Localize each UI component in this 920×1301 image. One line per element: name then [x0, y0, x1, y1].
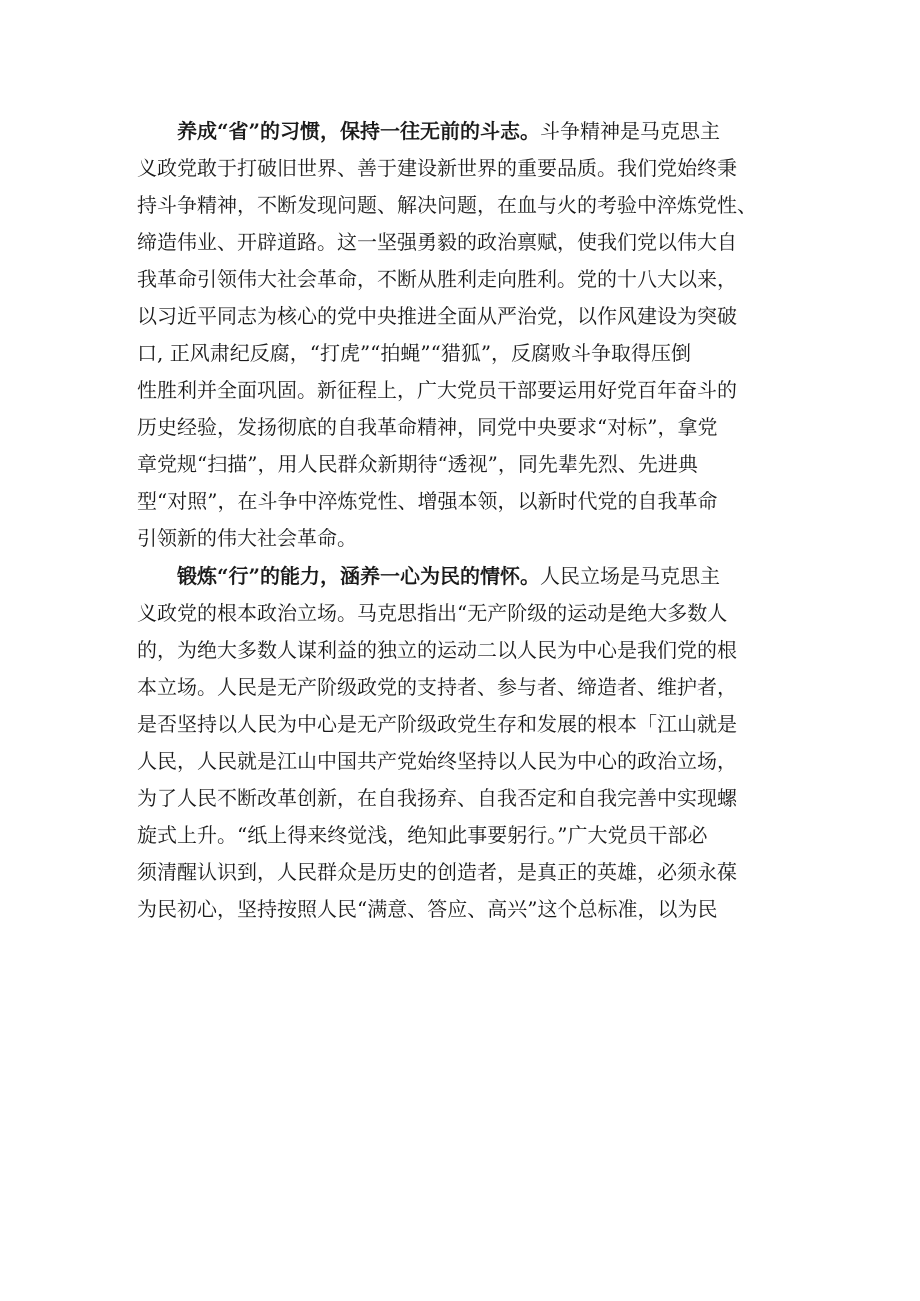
paragraph-heading: 养成“省”的习惯，保持一往无前的斗志。 [177, 119, 541, 143]
paragraph-line [177, 116, 720, 146]
paragraph-heading: 锻炼“行”的能力，涵养一心为民的情怀。 [177, 564, 541, 588]
paragraph-line: 旋式上升。“纸上得来终觉浅，绝知此事要躬行。”广大党员干部必 [137, 823, 708, 847]
paragraph-line: 持斗争精神，不断发现问题、解决问题，在血与火的考验中淬炼党性、 [137, 193, 757, 217]
paragraph-line: 须清醒认识到，人民群众是历史的创造者，是真正的英雄，必须永葆 [137, 860, 737, 884]
paragraph-line: 为民初心，坚持按照人民“满意、答应、高兴”这个总标准，以为民 [137, 897, 718, 921]
paragraph-line: 性胜利并全面巩固。新征程上，广大党员干部要运用好党百年奋斗的 [137, 378, 737, 402]
paragraph-line: 人民，人民就是江山中国共产党始终坚持以人民为中心的政治立场， [137, 749, 737, 773]
paragraph-line: 引领新的伟大社会革命。 [137, 526, 357, 550]
paragraph-line: 口, 正风肃纪反腐，“打虎”“拍蝇”“猎狐”，反腐败斗争取得压倒 [137, 341, 692, 365]
paragraph-line: 是否坚持以人民为中心是无产阶级政党生存和发展的根本「江山就是 [137, 712, 737, 736]
paragraph-line: 义政党的根本政治立场。马克思指出“无产阶级的运动是绝大多数人 [137, 601, 728, 625]
paragraph-line: 历史经验，发扬彻底的自我革命精神，同党中央要求“对标”，拿党 [137, 415, 718, 439]
paragraph-line: 缔造伟业、开辟道路。这一坚强勇毅的政治禀赋，使我们党以伟大自 [137, 230, 737, 254]
paragraph-line: 型“对照”，在斗争中淬炼党性、增强本领，以新时代党的自我革命 [137, 489, 718, 513]
paragraph-line: 本立场。人民是无产阶级政党的支持者、参与者、缔造者、维护者， [137, 675, 737, 699]
paragraph-line: 以习近平同志为核心的党中央推进全面从严治党，以作风建设为突破 [137, 304, 737, 328]
paragraph-line [177, 561, 720, 591]
paragraph-line: 章党规“扫描”，用人民群众新期待“透视”，同先辈先烈、先进典 [137, 452, 698, 476]
paragraph-line: 我革命引领伟大社会革命，不断从胜利走向胜利。党的十八大以来， [137, 267, 737, 291]
paragraph-line: 义政党敢于打破旧世界、善于建设新世界的重要品质。我们党始终秉 [137, 156, 737, 180]
paragraph-line: 为了人民不断改革创新，在自我扬弃、自我否定和自我完善中实现螺 [137, 786, 737, 810]
paragraph-line-text: 斗争精神是马克思主 [540, 119, 721, 143]
paragraph-line-text: 人民立场是马克思主 [540, 564, 721, 588]
paragraph-line: 的，为绝大多数人谋利益的独立的运动二以人民为中心是我们党的根 [137, 638, 737, 662]
